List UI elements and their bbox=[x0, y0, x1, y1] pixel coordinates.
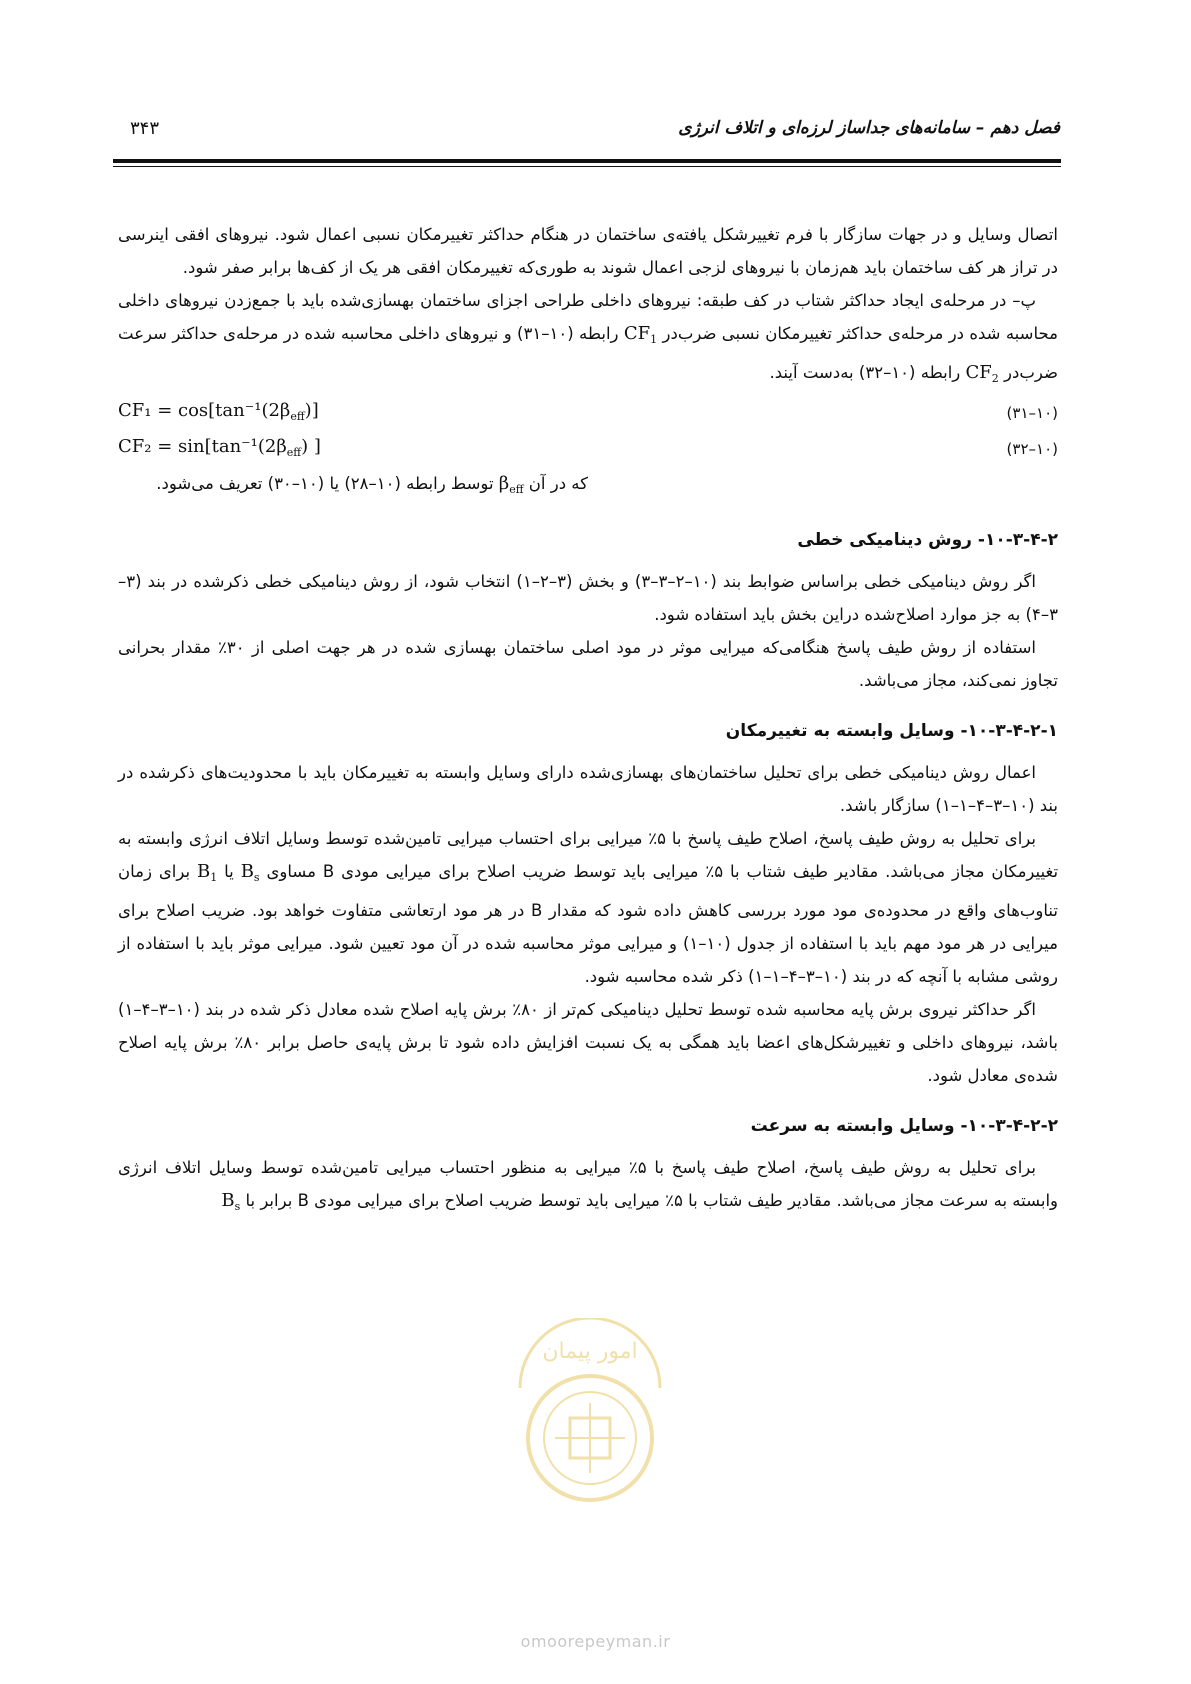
equation-31 bbox=[118, 395, 1058, 431]
paragraph: اعمال روش دینامیکی خطی برای تحلیل ساختمان‌های بهسازی‌شده دارای وسایل وابسته به تغییرمکان باید با محدودیت‌های ذکرشده در بند (۱۰–۳–۴–۱–۱) سازگار باشد. bbox=[118, 763, 1058, 815]
cf2-symbol: $CF_2$ bbox=[965, 362, 999, 385]
cf1-symbol: $CF_1$ bbox=[623, 323, 658, 346]
section-heading: ۱۰-۳-۴-۲-۱- وسایل وابسته به تغییرمکان bbox=[725, 721, 1058, 741]
paragraph: برای تحلیل به روش طیف پاسخ، اصلاح طیف پاسخ با ۵٪ میرایی به منظور احتساب میرایی تامین‌شده توسط وسایل اتلاف انرژی وابسته به سرعت مجاز می‌باشد. مقادیر طیف شتاب با ۵٪ میرایی باید توسط ضریب اصلاح برای میرایی مودی B برابر با $B_s$ bbox=[118, 1158, 1058, 1213]
paragraph: اگر روش دینامیکی خطی براساس ضوابط بند (۱۰–۲–۳–۳) و بخش (۳–۲–۱) انتخاب شود، از روش دینامیکی خطی ذکرشده در بند (۳–۳–۴) به جز موارد اصلاح‌شده دراین بخش باید استفاده شود. bbox=[118, 572, 1058, 624]
header-rule-thin bbox=[113, 166, 1061, 167]
watermark-logo bbox=[500, 1318, 680, 1528]
body-text bbox=[118, 218, 1058, 1223]
paragraph: اگر حداکثر نیروی برش پایه محاسبه شده توسط تحلیل دینامیکی کم‌تر از ۸۰٪ برش پایه اصلاح شده معادل ذکر شده در بند (۱۰–۳–۴–۱) باشد، نیروهای داخلی و تغییرشکل‌های اعضا باید همگی به یک نسبت افزایش داده شود تا برش پایه‌ی حاصل برابر ۸۰٪ برش پایه اصلاح شده‌ی معادل شود. bbox=[118, 1000, 1058, 1085]
watermark-logo-text: امور پیمان bbox=[542, 1339, 638, 1364]
beta-eff-symbol: $\beta_{eff}$ bbox=[498, 473, 524, 496]
b1-symbol: $B_1$ bbox=[196, 861, 218, 884]
chapter-title: فصل دهم – سامانه‌های جداساز لرزه‌ای و اتلاف انرژی bbox=[678, 118, 1060, 138]
header-rule-thick bbox=[113, 159, 1061, 163]
equation-note: که در آن $\beta_{eff}$ توسط رابطه (۱۰–۲۸) یا (۱۰–۳۰) تعریف می‌شود. bbox=[156, 473, 588, 496]
paragraph: استفاده از روش طیف پاسخ هنگامی‌که میرایی موثر در مود اصلی ساختمان بهسازی شده در هر جهت اصلی از ۳۰٪ مقدار بحرانی تجاوز نمی‌کند، مجاز می‌باشد. bbox=[118, 638, 1058, 690]
paragraph: اتصال وسایل و در جهات سازگار با فرم تغییرشکل یافته‌ی ساختمان در هنگام حداکثر تغییرمکان نسبی اعمال شود. نیروهای افقی اینرسی در تراز هر کف ساختمان باید هم‌زمان با نیروهای لزجی اعمال شوند به طوری‌که تغییرمکان افقی هر یک از کف‌ها برابر صفر شود. bbox=[118, 225, 1058, 277]
paragraph: برای تحلیل به روش طیف پاسخ، اصلاح طیف پاسخ با ۵٪ میرایی برای احتساب میرایی تامین‌شده توسط وسایل اتلاف انرژی وابسته به تغییرمکان مجاز می‌باشد. مقادیر طیف شتاب با ۵٪ میرایی باید توسط ضریب اصلاح برای میرایی مودی B مساوی $B_s$ یا $B_1$ برای زمان تناوب‌های واقع در محدوده‌ی مود مورد بررسی کاهش داده شود که مقدار B در هر مود ارتعاشی متفاوت خواهد بود. ضریب اصلاح برای میرایی در هر مود مهم باید با استفاده از جدول (۱۰–۱) و میرایی موثر محاسبه شده در آن مود تعیین شود. میرایی موثر باید با استفاده از روشی مشابه با آنچه که در بند (۱۰–۳–۴–۱–۱) ذکر شده محاسبه شود. bbox=[118, 829, 1059, 986]
paragraph: پ– در مرحله‌ی ایجاد حداکثر شتاب در کف طبقه: نیروهای داخلی طراحی اجزای ساختمان بهسازی‌شده باید با جمع‌زدن نیروهای داخلی محاسبه شده در مرحله‌ی حداکثر تغییرمکان نسبی ضرب‌در $CF_1$ رابطه (۱۰–۳۱) و نیروهای داخلی محاسبه شده در مرحله‌ی حداکثر سرعت ضرب‌در $CF_2$ رابطه (۱۰–۳۲) به‌دست آیند. bbox=[118, 291, 1058, 385]
section-heading: ۱۰-۳-۴-۲-۲- وسایل وابسته به سرعت bbox=[750, 1116, 1058, 1136]
bs-symbol: $B_s$ bbox=[240, 861, 260, 884]
watermark-url: omoorepeyman.ir bbox=[520, 1632, 671, 1651]
equation-formula: $CF_2 = \sin[\tan^{-1}(2\beta_{eff})$ ] bbox=[118, 435, 321, 459]
bs-symbol: $B_s$ bbox=[221, 1190, 241, 1213]
section-heading: ۱۰-۳-۴-۲- روش دینامیکی خطی bbox=[797, 530, 1058, 550]
equation-32 bbox=[118, 431, 1058, 467]
equation-formula: $CF_1 = \cos[\tan^{-1}(2\beta_{eff})]$ bbox=[118, 399, 319, 423]
page-number: ۳۴۳ bbox=[130, 118, 160, 139]
equation-number: (۱۰–۳۲) bbox=[1006, 439, 1058, 458]
equation-number: (۱۰–۳۱) bbox=[1006, 403, 1058, 422]
